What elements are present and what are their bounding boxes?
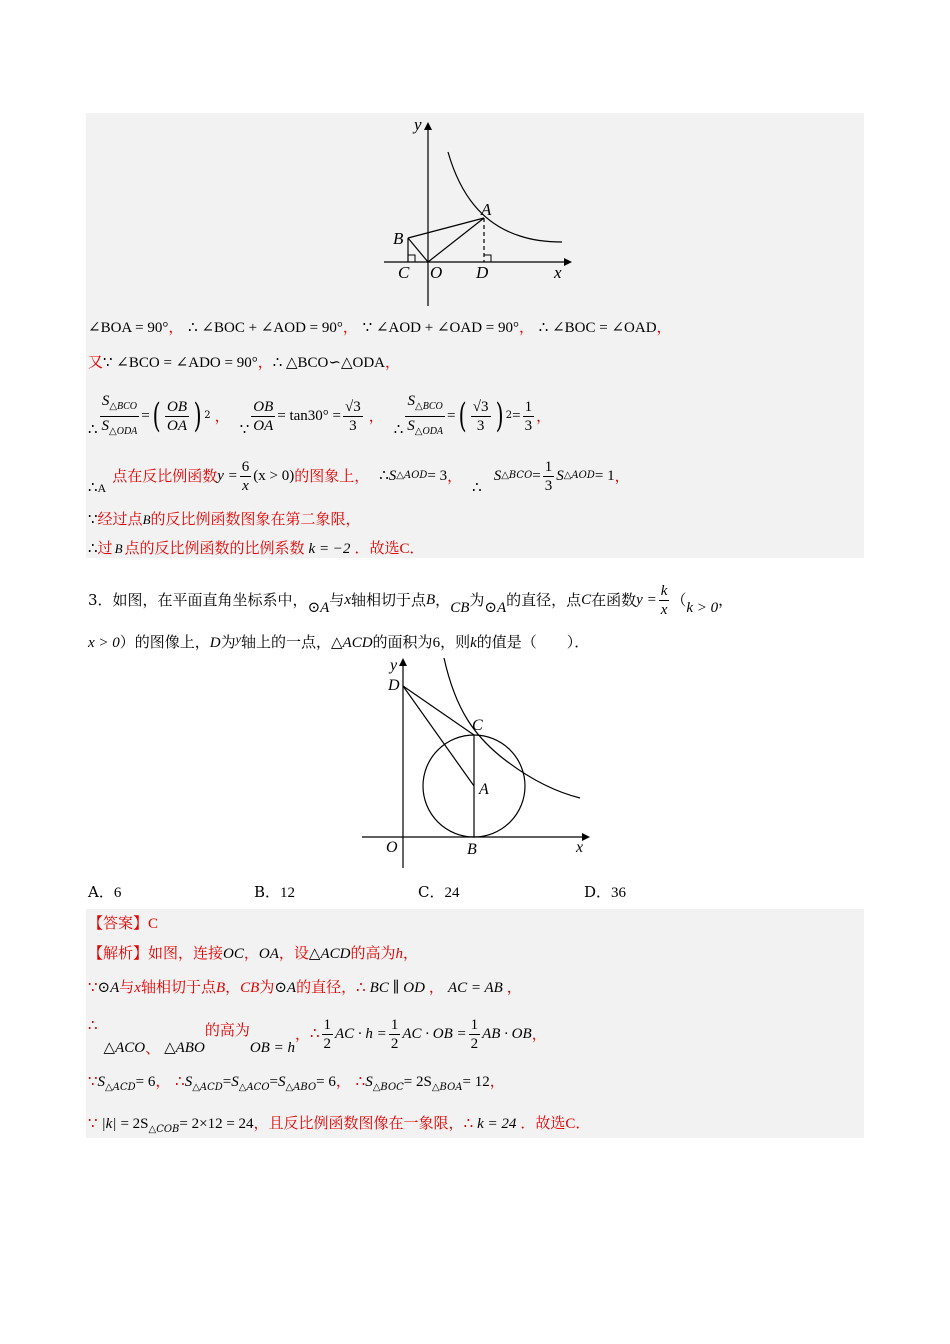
sol2-l2-sep: ，	[257, 353, 273, 371]
fig2-label-C: C	[472, 717, 483, 734]
solution-2-line-4: ∴ A 点在反比例函数 y = $\frac{6}{x}$ (x > 0) 的图象上， ∴ S △AOD = 3 ， ∴ S △BCO = $\frac{1}{3}$ S △AOD = 1 ，	[88, 458, 630, 496]
option-b[interactable]: B．12	[254, 883, 296, 901]
option-d[interactable]: D．36	[584, 883, 627, 901]
sol2-l1-p4: ∴ ∠BOC = ∠OAD	[538, 320, 657, 336]
fig1-right-angle-D	[484, 255, 491, 262]
solution-2-line-6: ∴过 B 点的反比例函数的比例系数 k = −2 ．故选C．	[88, 539, 425, 557]
analysis-line-4: $\because S_{\triangle ACD}= 6$， $\therefore S_{\triangle ACD}=S_{\triangle ACO}=S_{\triangle ABO}= 6$， $\therefore S_{\triangle BOC}= 2S_{\triangle BOA}= 12$，	[88, 1072, 505, 1093]
sol2-l1-p2: ∴ ∠BOC + ∠AOD = 90°	[188, 320, 343, 336]
solution-2-line-5: ∵经过点B的反比例函数图象在第二象限，	[88, 510, 361, 528]
sol2-l1-p3: ∵ ∠AOD + ∠OAD = 90°	[362, 320, 519, 336]
fig2-label-A: A	[479, 781, 489, 798]
analysis-line-1: 【解析】如图，连接OC，OA，设△ACD的高为h，	[88, 944, 418, 962]
fig1-hyperbola-curve	[448, 152, 562, 242]
fig2-label-D: D	[388, 677, 400, 694]
solution-2-line-2	[88, 352, 400, 373]
solution-2-line-3: ∴ $\frac{S_{\triangle BCO}}{S_{\triangle ODA}}$ = ( $\frac{OB}{OA}$ ) 2 ， ∵ $\frac{OB}{OA}$ = tan30° = $\frac{√3}{3}$ ， ∴ $\frac{S_{\triangle BCO}}{S_{\triangle ODA}}$ = ( $\frac{√3}{3}$ ) 2 = $\frac{1}{3}$ ，	[88, 392, 551, 440]
fig2-x-arrow	[582, 833, 590, 841]
fig2-segment-DC	[403, 686, 474, 735]
sol2-l4-text1: 点在反比例函数	[112, 467, 218, 485]
fig2-label-y: y	[390, 657, 398, 674]
sol2-l2-p2: ∴ △BCO∽△ODA	[272, 355, 385, 371]
fig2-label-O: O	[386, 839, 398, 856]
option-a[interactable]: A．6	[88, 883, 122, 901]
answer-line	[88, 913, 158, 934]
fig1-label-D: D	[476, 263, 489, 282]
fig2-y-arrow	[399, 658, 407, 666]
sol2-l1-p1: ∠BOA = 90°	[88, 320, 169, 336]
answer-value: C	[148, 916, 159, 932]
fig1-label-y: y	[414, 115, 422, 134]
answer-label: 【答案】	[88, 914, 149, 932]
sol2-l4-text2: 的图象上，	[294, 467, 370, 485]
fig2-label-B: B	[467, 841, 477, 858]
question-3-line-2: x > 0）的图像上，D为$^y$轴上的一点，△ACD的面积为6，则k的值是（ ）．	[88, 632, 590, 651]
figure-circle-hyperbola	[360, 652, 600, 872]
fig2-label-x: x	[576, 839, 584, 856]
figure-hyperbola-1	[380, 114, 580, 308]
analysis-line-2: ∵⊙A与x轴相切于点B，CB为⊙A的直径，∴ BC ∥ OD ， AC = AB ，	[88, 978, 522, 996]
sol2-ratio-fraction: $\frac{S_{\triangle BCO}}{S_{\triangle ODA}}$	[101, 392, 138, 437]
fig1-label-O: O	[430, 263, 443, 282]
sol2-l2-p1: ∵ ∠BCO = ∠ADO = 90°	[103, 355, 258, 371]
sol2-ob-oa-fraction: $\frac{OB}{OA}$	[167, 398, 188, 434]
sol2-tan30: = tan30° =	[277, 408, 341, 424]
option-c[interactable]: C．24	[418, 883, 460, 901]
analysis-line-3: ∴ △ACO 、 △ABO 的高为 OB = h ， ∴ $\frac{1}{2}$ AC · h = $\frac{1}{2}$ AC · OB = $\frac{1}{2}$ AB · OB ，	[88, 1016, 547, 1057]
fig1-x-arrow	[564, 258, 572, 266]
sol2-l2-tail: ，	[385, 353, 401, 371]
fig1-label-x: x	[554, 263, 562, 282]
fig1-segment-OB	[408, 238, 428, 262]
fig1-label-B: B	[393, 229, 404, 248]
solution-2-line-1: ∠BOA = 90°， ∴ ∠BOC + ∠AOD = 90°， ∵ ∠AOD + ∠OAD = 90°， ∴ ∠BOC = ∠OAD，	[88, 318, 672, 336]
sol2-l2-you: 又	[88, 353, 104, 371]
analysis-line-5: ∵ $|k| = 2S_{\triangle COB}= 2\times 12 = 24$，且反比例函数图像在一象限，∴ k = 24 ．故选C．	[88, 1114, 591, 1135]
fig1-segment-OA	[428, 218, 484, 262]
question-3-number: 3．	[88, 591, 113, 609]
fig1-right-angle-C	[408, 255, 415, 262]
question-3-line-1: 3． 如图，在平面直角坐标系中， ⊙A 与 x 轴相切于点 B ， CB 为 ⊙A 的直径，点 C 在函数 y = $\frac{k}{x}$ （ k > 0 ，	[88, 582, 734, 618]
fig1-segment-AB	[408, 218, 484, 238]
fig1-y-arrow	[424, 122, 432, 130]
fig1-label-C: C	[398, 263, 410, 282]
fig1-label-A: A	[481, 200, 492, 219]
